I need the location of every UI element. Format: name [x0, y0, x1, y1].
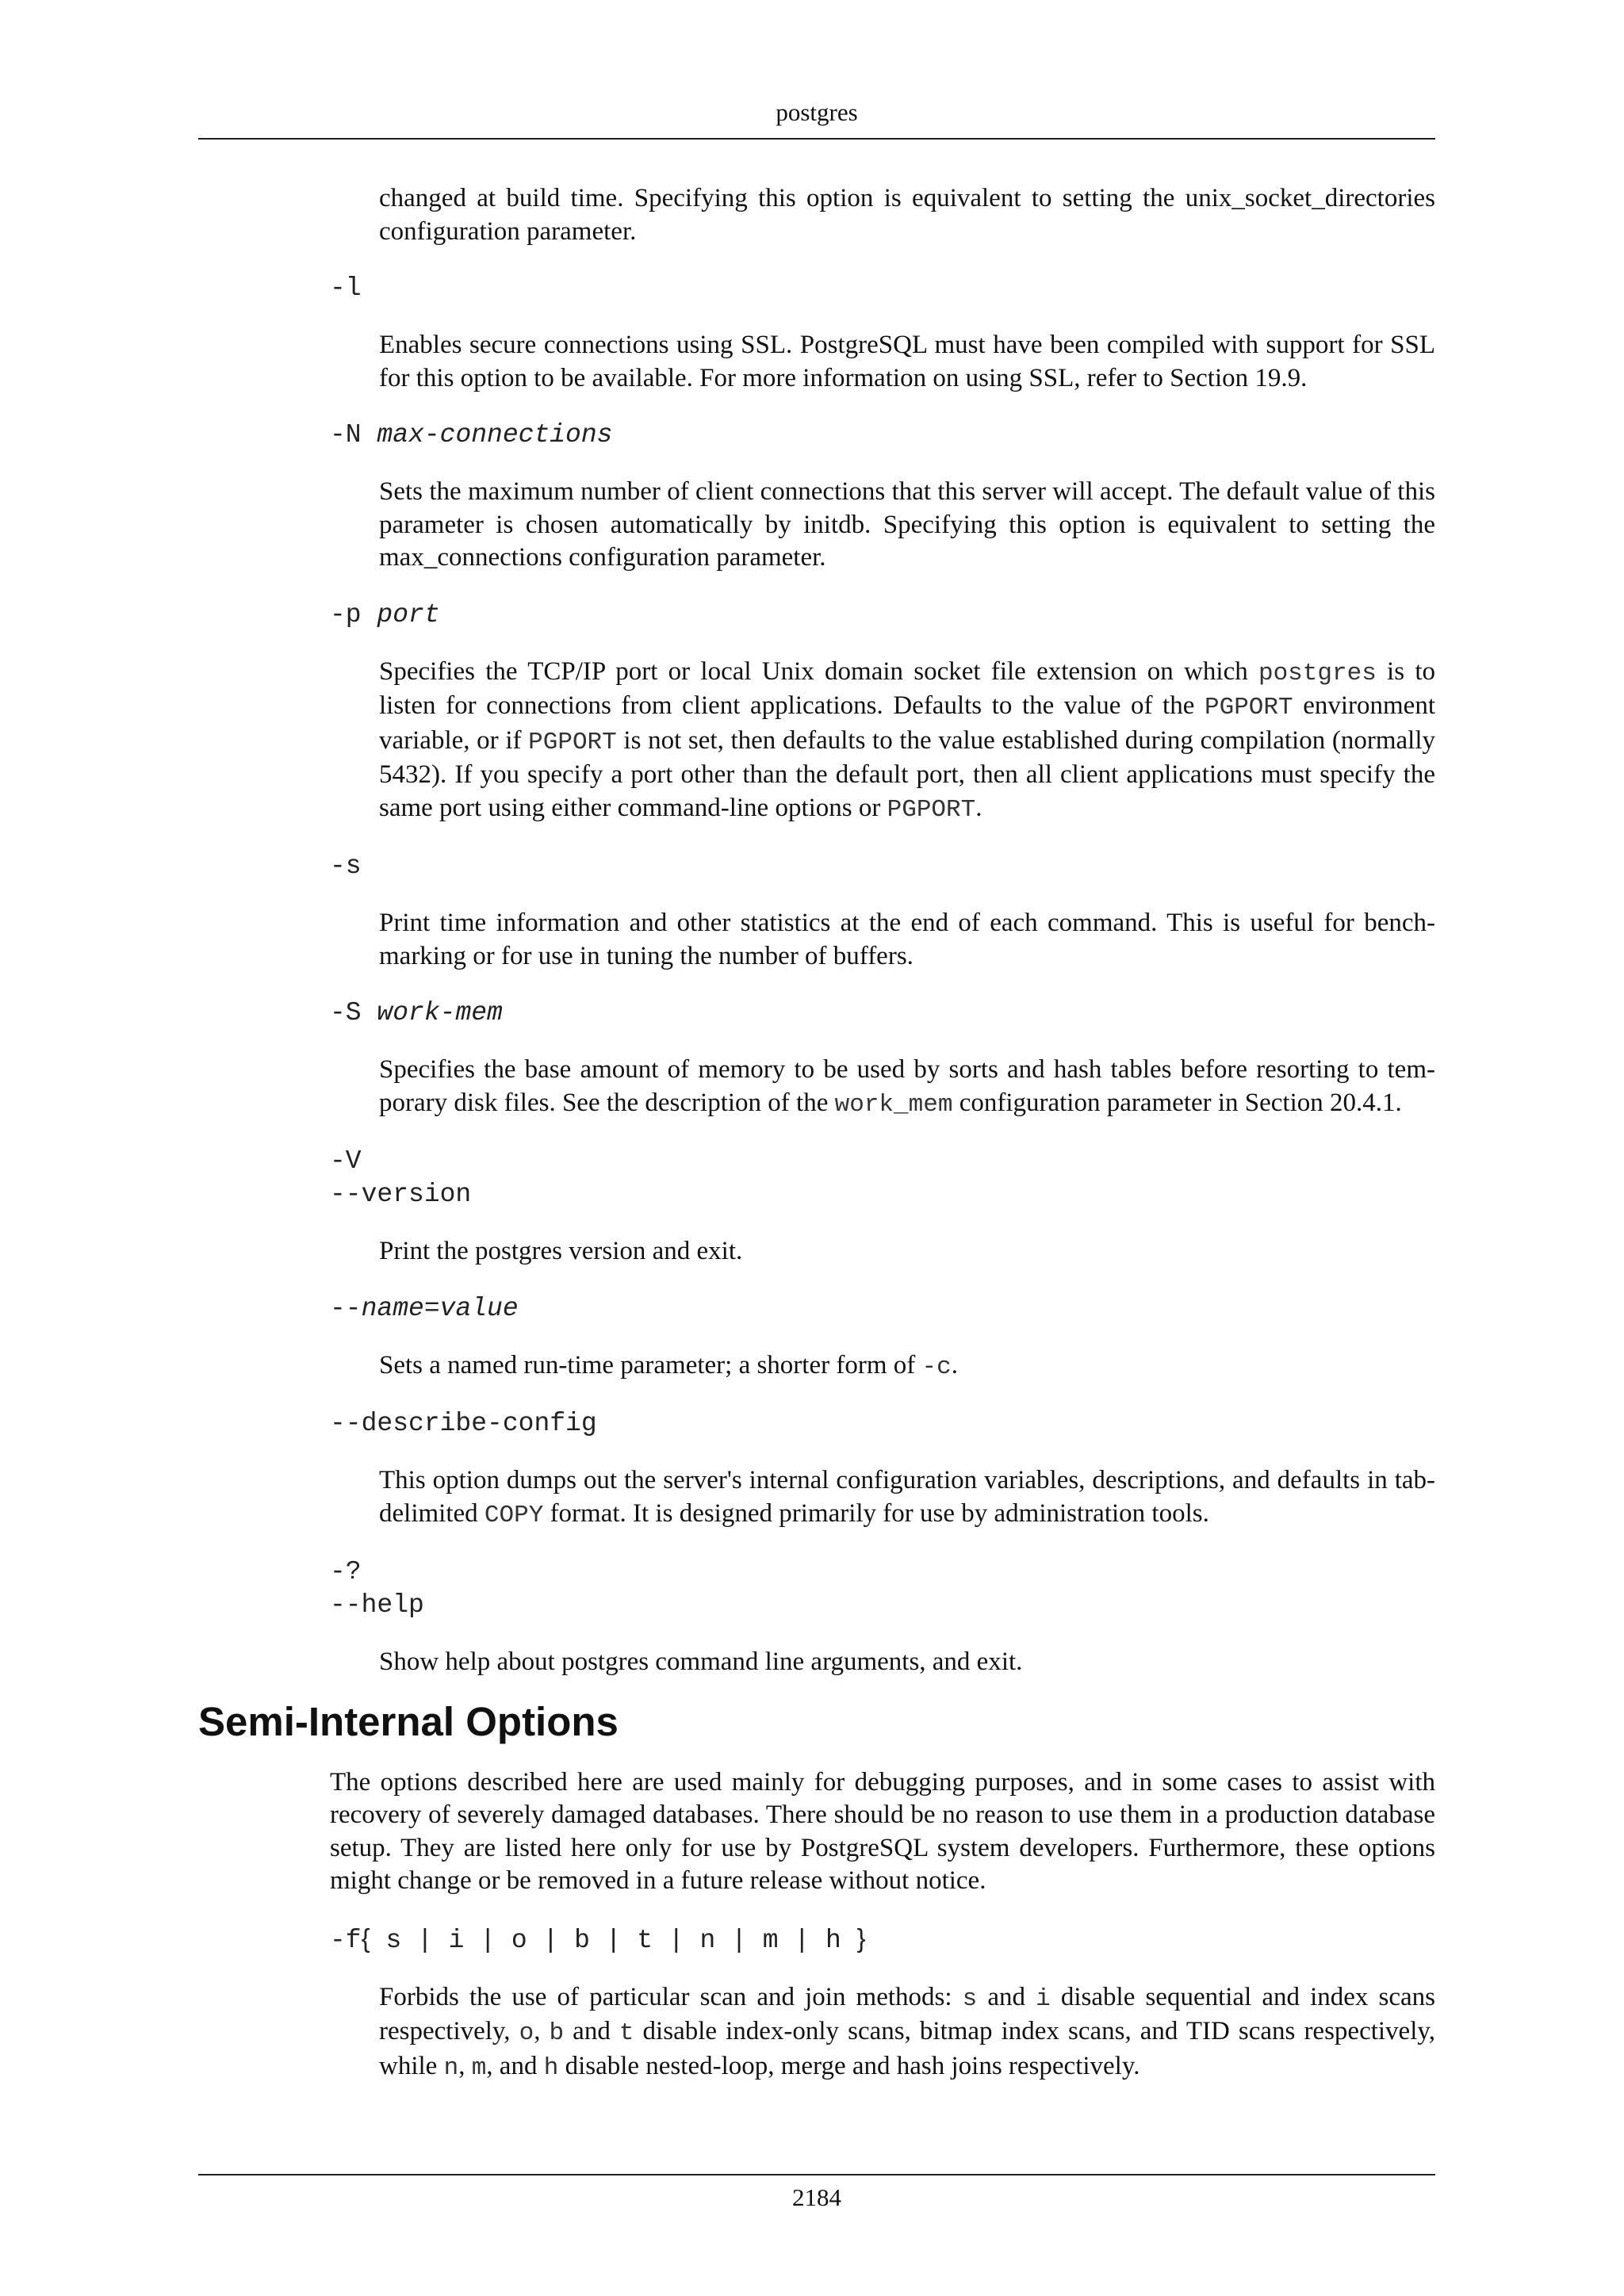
code-literal: m — [471, 2053, 487, 2082]
option-l-term — [330, 272, 1435, 305]
option-flag: -l — [330, 274, 362, 303]
option-flag: -V — [330, 1146, 362, 1176]
option-S-term — [330, 997, 1435, 1030]
option-p-description: Specifies the TCP/IP port or local Unix domain socket file extension on which postgres is to listen for connections from client applications. Defaults to the value of the PGPORT environment variable, or if PGPORT is not set, then defaults to the value established during compilation (normally 5432). If you specify a port other than the default port, then all client applications must specify the same port using either command-line options or PGPORT. — [379, 656, 1435, 824]
code-literal: COPY — [484, 1501, 544, 1529]
section-intro: The options described here are used mainly for debugging purposes, and in some cases to assist with recovery of severely damaged databases. There should be no reason to use them in a production database setup. They are listed here only for use by PostgreSQL system developers. Furthermore, these options might change or be removed in a future release without notice. — [330, 1767, 1435, 1895]
option-f-term: -f{ s | i | o | b | t | n | m | h } — [330, 1923, 866, 1955]
option-flag: -N — [330, 420, 362, 450]
page-content — [198, 182, 1435, 2084]
running-header: postgres — [198, 94, 1435, 140]
option-version-term — [330, 1178, 1435, 1211]
option-choices: s | i | o | b | t | n | m | h — [385, 1925, 841, 1955]
code-literal: PGPORT — [528, 728, 617, 756]
code-literal: b — [549, 2019, 565, 2047]
option-s-description: Print time information and other statistics at the end of each command. This is useful for benchmarking or for use in tuning the number of buffers. — [379, 909, 1435, 970]
option-f-description: Forbids the use of particular scan and join methods: s and i disable sequential and index scans respectively, o, b and t disable index-only scans, bitmap index scans, and TID scans respectively, while n, m, and h disable nested-loop, merge and hash joins respectively. — [379, 1982, 1436, 2082]
section-heading: Semi-Internal Options — [198, 1698, 619, 1744]
option-flag: -? — [330, 1557, 362, 1586]
option-describe-config-description: This option dumps out the server's internal configuration variables, descriptions, and defaults in tab-delimited COPY format. It is designed primarily for use by administration tools. — [379, 1466, 1435, 1529]
code-literal: t — [619, 2019, 634, 2047]
code-literal: s — [962, 1984, 978, 2013]
code-literal: i — [1036, 1984, 1051, 2013]
option-argument: port — [377, 599, 440, 629]
option-name-value-description: Sets a named run-time parameter; a shorter form of -c. — [379, 1350, 958, 1381]
intro-description: changed at build time. Specifying this option is equivalent to setting the unix_socket_directories configuration parameter. — [379, 184, 1435, 246]
option-V-term — [330, 1145, 1435, 1178]
option-version-description: Print the postgres version and exit. — [379, 1237, 743, 1265]
page-number: 2184 — [198, 2174, 1435, 2212]
option-argument: work-mem — [377, 998, 503, 1027]
option-S-description: Specifies the base amount of memory to be used by sorts and hash tables before resorting to temporary disk files. See the description of the work_mem configuration parameter in Section 20.4.1. — [379, 1055, 1435, 1119]
code-literal: n — [443, 2053, 459, 2082]
option-flag: -p — [330, 599, 362, 629]
option-N-description: Sets the maximum number of client connections that this server will accept. The default value of this parameter is chosen automatically by initdb. Specifying this option is equivalent to setting the max_connections configuration parameter. — [379, 477, 1435, 572]
option-flag: --help — [330, 1590, 424, 1620]
option-p-term — [330, 599, 1435, 632]
option-name-value-term: --name=value — [330, 1293, 519, 1323]
option-argument: value — [439, 1293, 519, 1323]
code-literal: PGPORT — [887, 795, 976, 824]
option-flag: -f — [330, 1925, 362, 1955]
option-flag: --version — [330, 1180, 472, 1209]
code-literal: o — [519, 2019, 534, 2047]
option-argument: name — [361, 1293, 424, 1323]
option-describe-config-term — [330, 1407, 1435, 1441]
option-flag: -s — [330, 851, 362, 881]
option-s-term — [330, 850, 1435, 883]
option-flag: --describe-config — [330, 1409, 597, 1438]
option-l-description: Enables secure connections using SSL. PostgreSQL must have been compiled with support for SSL for this option to be available. For more information on using SSL, refer to Section 19.9. — [379, 331, 1435, 392]
option-help-term — [330, 1589, 1435, 1622]
code-literal: h — [543, 2053, 559, 2082]
code-literal: -c — [921, 1353, 952, 1381]
code-literal: PGPORT — [1204, 694, 1293, 721]
option-flag: -S — [330, 998, 362, 1027]
code-literal: work_mem — [834, 1090, 953, 1119]
option-N-term — [330, 419, 1435, 452]
option-argument: max-connections — [377, 420, 613, 450]
option-help-description: Show help about postgres command line arguments, and exit. — [379, 1647, 1023, 1676]
option-question-term — [330, 1556, 1435, 1589]
code-literal: postgres — [1258, 659, 1377, 687]
